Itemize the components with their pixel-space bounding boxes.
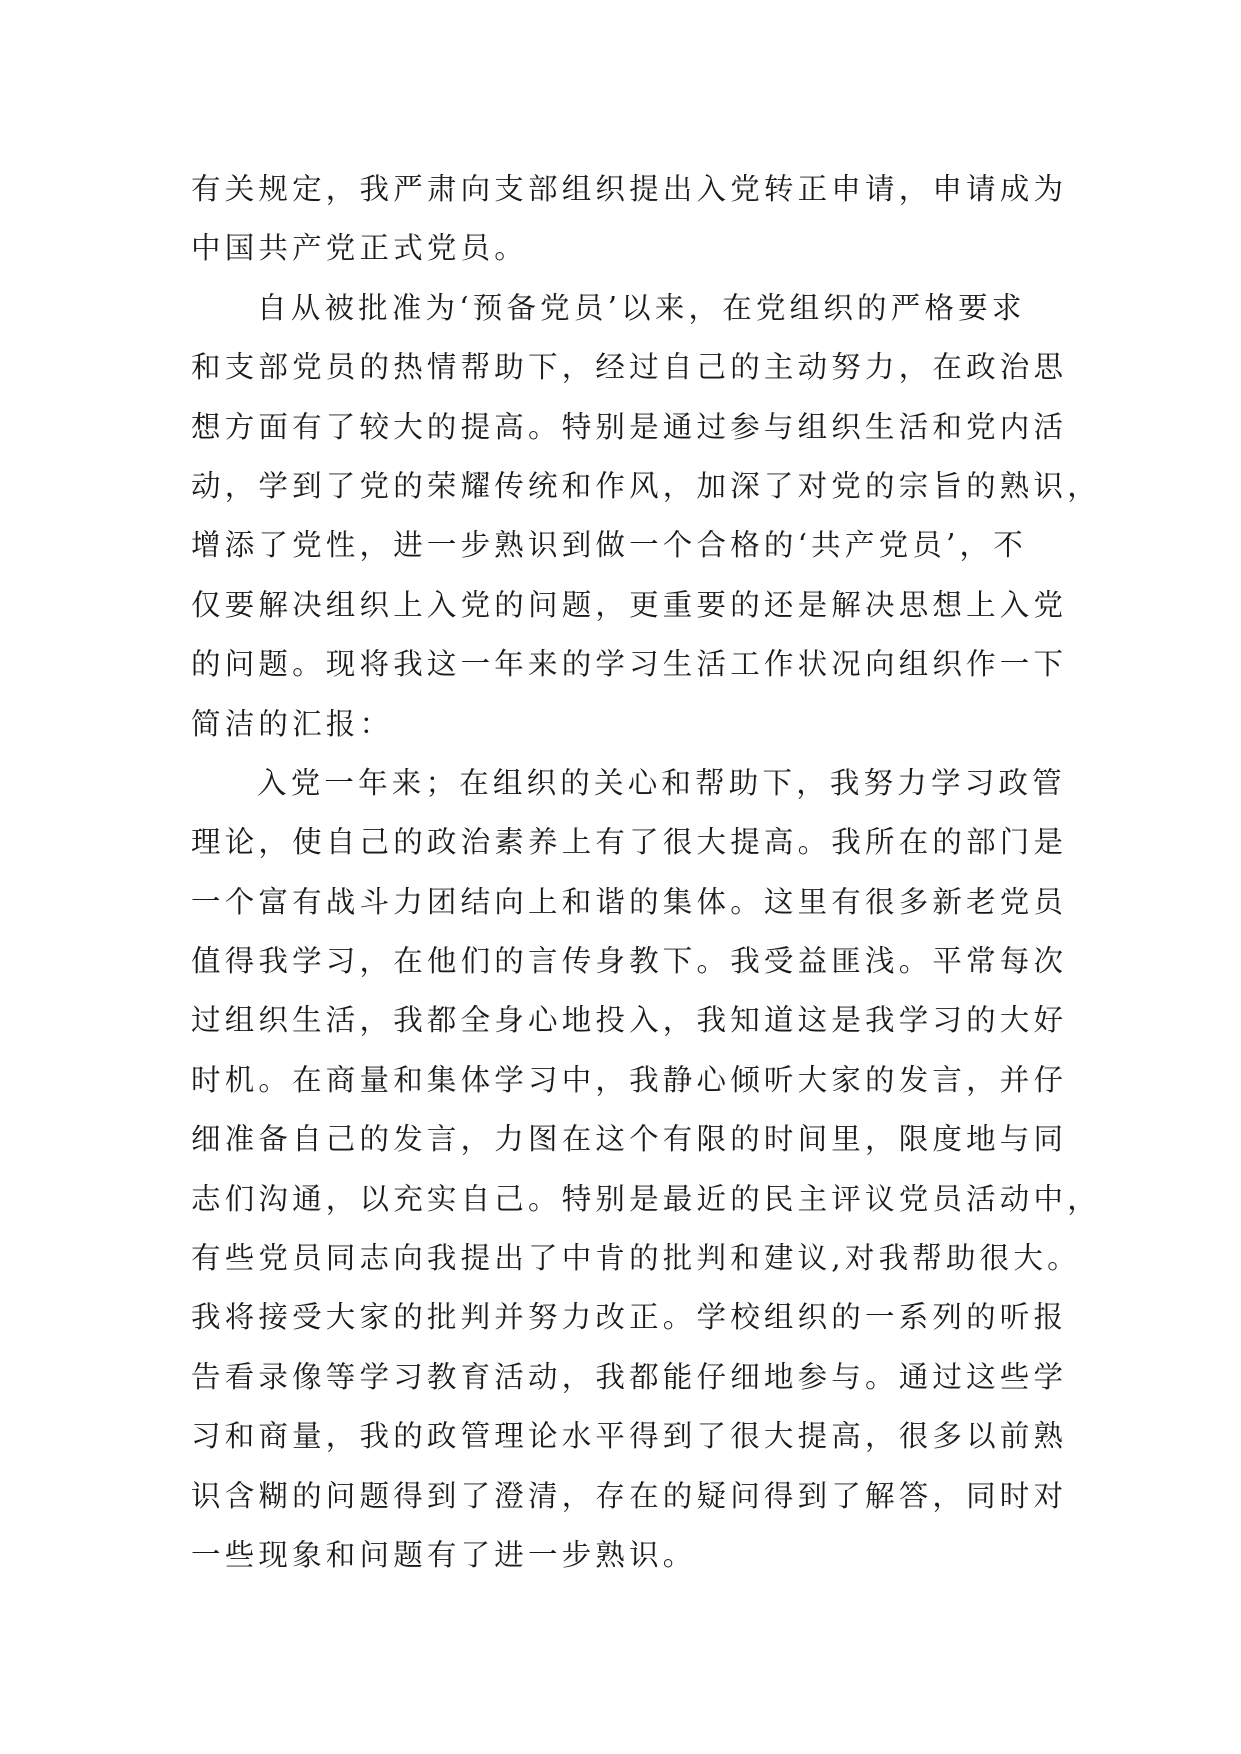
- text-line: 和支部党员的热情帮助下，经过自己的主动努力，在政治思: [191, 350, 1068, 385]
- text-line: 有关规定，我严肃向支部组织提出入党转正申请，申请成为: [191, 172, 1068, 206]
- paragraph-2: [191, 279, 1101, 754]
- text-line: 告看录像等学习教育活动，我都能仔细地参与。通过这些学: [191, 1359, 1068, 1394]
- text-line: 动，学到了党的荣耀传统和作风，加深了对党的宗旨的熟识，: [191, 468, 1101, 503]
- text-line: 仅要解决组织上入党的问题，更重要的还是解决思想上入党: [191, 587, 1068, 622]
- paragraph-3: [191, 754, 1101, 1585]
- text-line: 值得我学习，在他们的言传身教下。我受益匪浅。平常每次: [191, 944, 1068, 979]
- text-line: 我将接受大家的批判并努力改正。学校组织的一系列的听报: [191, 1300, 1068, 1335]
- text-line: 理论，使自己的政治素养上有了很大提高。我所在的部门是: [191, 825, 1068, 860]
- text-line: 志们沟通，以充实自己。特别是最近的民主评议党员活动中，: [191, 1181, 1101, 1216]
- text-line: 时机。在商量和集体学习中，我静心倾听大家的发言，并仔: [191, 1062, 1068, 1097]
- document-body: [191, 160, 1101, 1585]
- text-line: 有些党员同志向我提出了中肯的批判和建议,对我帮助很大。: [191, 1241, 1081, 1276]
- text-line: 一个富有战斗力团结向上和谐的集体。这里有很多新老党员: [191, 884, 1068, 919]
- text-line: 自从被批准为‘预备党员’以来，在党组织的严格要求: [257, 290, 1026, 325]
- text-line: 过组织生活，我都全身心地投入，我知道这是我学习的大好: [191, 1003, 1068, 1038]
- text-line: 的问题。现将我这一年来的学习生活工作状况向组织作一下: [191, 647, 1068, 682]
- text-line: 识含糊的问题得到了澄清，存在的疑问得到了解答，同时对: [191, 1478, 1068, 1513]
- text-line: 中国共产党正式党员。: [191, 231, 529, 266]
- text-line: 想方面有了较大的提高。特别是通过参与组织生活和党内活: [191, 409, 1068, 444]
- text-line: 简洁的汇报：: [191, 706, 394, 741]
- text-line: 一些现象和问题有了进一步熟识。: [191, 1537, 697, 1572]
- paragraph-1: [191, 160, 1068, 279]
- text-line: 细准备自己的发言，力图在这个有限的时间里，限度地与同: [191, 1122, 1068, 1157]
- text-line: 习和商量，我的政管理论水平得到了很大提高，很多以前熟: [191, 1419, 1068, 1454]
- text-line: 增添了党性，进一步熟识到做一个合格的‘共产党员’，不: [191, 528, 1027, 563]
- text-line: 入党一年来；在组织的关心和帮助下，我努力学习政管: [257, 765, 1066, 800]
